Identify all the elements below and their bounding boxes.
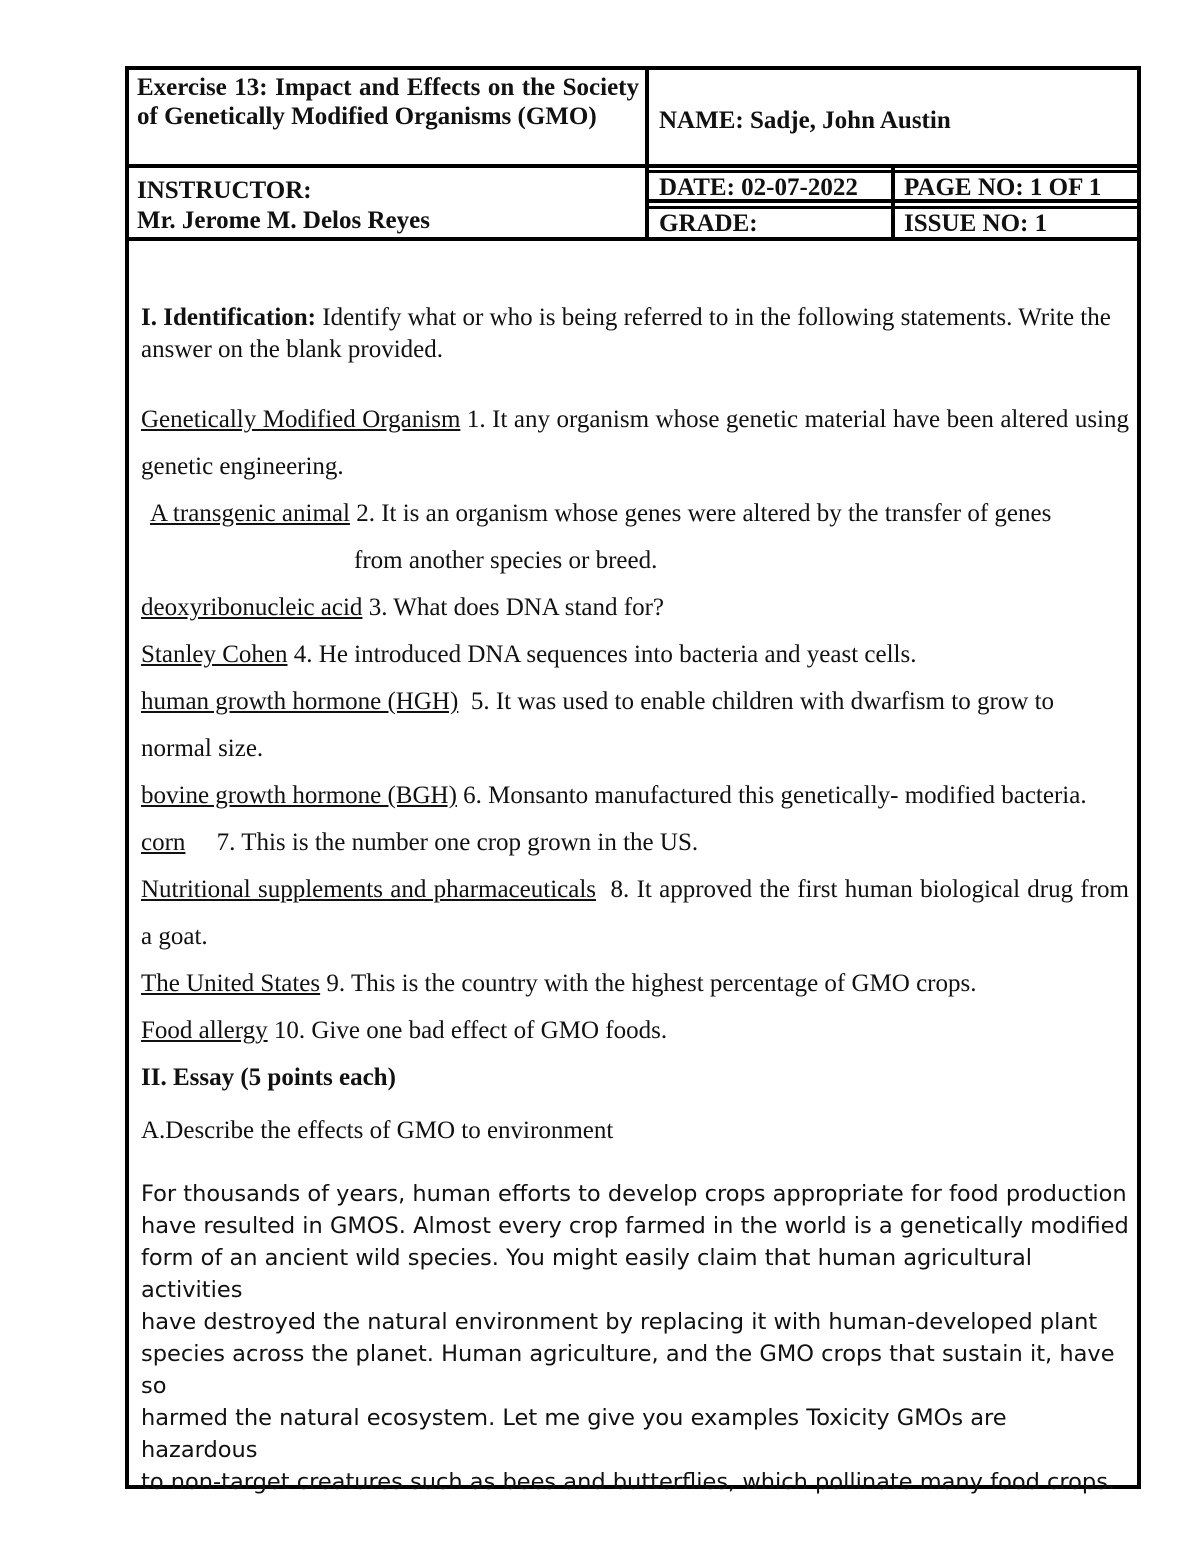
grade-field: GRADE: bbox=[659, 210, 758, 237]
instructor-name: Mr. Jerome M. Delos Reyes bbox=[137, 207, 430, 234]
essay-line: harmed the natural ecosystem. Let me give you examples Toxicity GMOs are hazardous bbox=[141, 1405, 1007, 1463]
essay-line: to non-target creatures such as bees and butterflies, which pollinate many food crops. bbox=[141, 1469, 1116, 1495]
answer-blank: bovine growth hormone (BGH) bbox=[141, 782, 457, 809]
identification-item: bovine growth hormone (BGH) 6. Monsanto manufactured this genetically- modified bacteria. bbox=[141, 782, 1087, 809]
answer-blank: A transgenic animal bbox=[150, 500, 350, 527]
identification-instructions: I. Identification: Identify what or who is being referred to in the following statements. Write the answer on the blank provided. bbox=[141, 304, 1111, 363]
answer-blank: corn bbox=[141, 829, 186, 856]
issue-number: ISSUE NO: 1 bbox=[904, 210, 1048, 237]
header-divider bbox=[125, 164, 1141, 168]
essay-line: species across the planet. Human agriculture, and the GMO crops that sustain it, have so bbox=[141, 1341, 1115, 1399]
worksheet-body bbox=[141, 300, 1136, 1498]
student-name: NAME: Sadje, John Austin bbox=[659, 107, 951, 134]
essay-line: have destroyed the natural environment by replacing it with human-developed plant bbox=[141, 1309, 1098, 1335]
identification-item: human growth hormone (HGH) 5. It was used to enable children with dwarfism to grow to normal size. bbox=[141, 688, 1061, 762]
answer-blank: Genetically Modified Organism bbox=[141, 406, 461, 433]
identification-item: The United States 9. This is the country with the highest percentage of GMO crops. bbox=[141, 970, 977, 997]
essay-line: For thousands of years, human efforts to develop crops appropriate for food production bbox=[141, 1181, 1127, 1207]
answer-blank: deoxyribonucleic acid bbox=[141, 594, 363, 621]
identification-item: Genetically Modified Organism 1. It any organism whose genetic material have been altered using genetic engineering. bbox=[141, 406, 1129, 480]
essay-line: have resulted in GMOS. Almost every crop farmed in the world is a genetically modified bbox=[141, 1213, 1129, 1239]
item-continuation: from another species or breed. bbox=[354, 547, 658, 574]
essay-line: form of an ancient wild species. You might easily claim that human agricultural activities bbox=[141, 1245, 1033, 1303]
essay-prompt: A.Describe the effects of GMO to environment bbox=[141, 1117, 614, 1144]
essay-answer bbox=[141, 1178, 1129, 1498]
answer-blank: Nutritional supplements and pharmaceuticals bbox=[141, 876, 597, 903]
exercise-title: Exercise 13: Impact and Effects on the Society of Genetically Modified Organisms (GMO) bbox=[137, 74, 639, 130]
answer-blank: Stanley Cohen bbox=[141, 641, 288, 668]
page-number: PAGE NO: 1 OF 1 bbox=[904, 174, 1102, 201]
section-heading: I. Identification: bbox=[141, 304, 316, 331]
header-divider bbox=[645, 66, 649, 241]
identification-item: Nutritional supplements and pharmaceuticals 8. It approved the first human biological drug from a goat. bbox=[141, 876, 1136, 950]
identification-item: Food allergy 10. Give one bad effect of GMO foods. bbox=[141, 1017, 668, 1044]
date-field: DATE: 02-07-2022 bbox=[659, 174, 858, 201]
answer-blank: The United States bbox=[141, 970, 321, 997]
essay-heading: II. Essay (5 points each) bbox=[141, 1064, 396, 1091]
header-divider bbox=[891, 166, 895, 241]
identification-item: corn 7. This is the number one crop grown in the US. bbox=[141, 829, 699, 856]
answer-blank: human growth hormone (HGH) bbox=[141, 688, 459, 715]
instructor-label: INSTRUCTOR: bbox=[137, 177, 312, 204]
identification-item: A transgenic animal 2. It is an organism whose genes were altered by the transfer of genes bbox=[150, 500, 1052, 527]
identification-item: Stanley Cohen 4. He introduced DNA sequences into bacteria and yeast cells. bbox=[141, 641, 917, 668]
answer-blank: Food allergy bbox=[141, 1017, 268, 1044]
identification-item: deoxyribonucleic acid 3. What does DNA stand for? bbox=[141, 594, 664, 621]
